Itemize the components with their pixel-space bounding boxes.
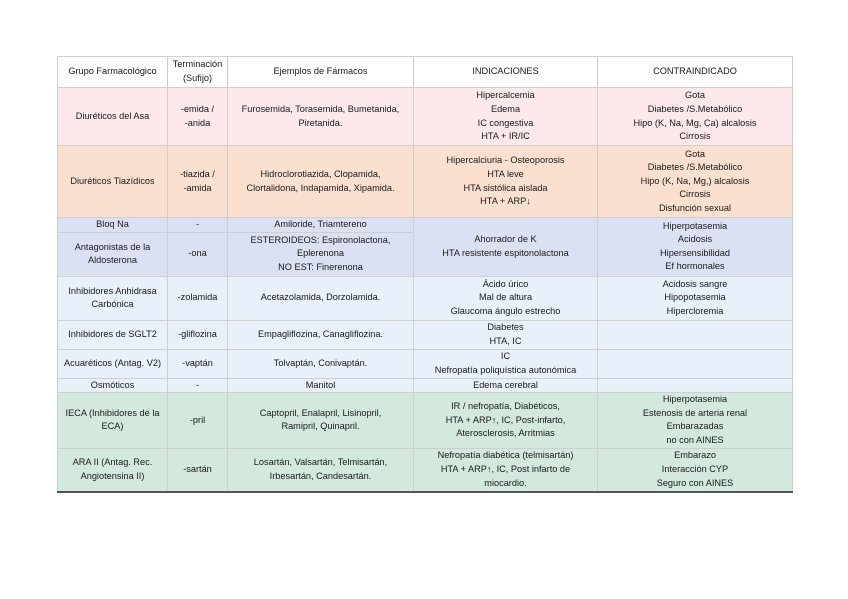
cell-indications-line: Ácido úrico bbox=[482, 278, 529, 289]
cell-examples bbox=[228, 320, 414, 349]
cell-suffix bbox=[168, 320, 228, 349]
cell-examples bbox=[228, 218, 414, 233]
cell-indications-line: Hipercalciuria - Osteoporosis bbox=[446, 155, 565, 166]
header-suffix: Terminación (Sufijo) bbox=[168, 57, 228, 88]
cell-contraindications bbox=[598, 393, 793, 448]
cell-indications bbox=[414, 448, 598, 492]
cell-contraindications-line: Gota bbox=[685, 148, 705, 159]
cell-contraindications-line: Hipo (K, Na, Mg, Ca) alcalosis bbox=[633, 117, 757, 128]
cell-indications-line: HTA + ARP↑, IC, Post infarto de bbox=[440, 464, 571, 475]
cell-suffix-line: - bbox=[195, 379, 200, 390]
cell-suffix-line: - bbox=[195, 219, 200, 229]
cell-indications-line: miocardio. bbox=[484, 477, 527, 488]
cell-examples-line: Captopril, Enalapril, Lisinopril, bbox=[259, 407, 382, 418]
cell-suffix-line: -amida bbox=[183, 182, 212, 193]
cell-group: IECA (Inhibidores de la ECA) bbox=[58, 393, 168, 448]
cell-examples bbox=[228, 393, 414, 448]
table-row bbox=[58, 320, 793, 349]
cell-contraindications-line: Estenosis de arteria renal bbox=[642, 407, 748, 418]
cell-group: Bloq Na bbox=[58, 218, 168, 233]
cell-suffix-line: -sartán bbox=[183, 464, 212, 475]
cell-contraindications bbox=[598, 146, 793, 218]
cell-indications-line: Edema bbox=[490, 103, 521, 114]
cell-indications-line: HTA sistólica aislada bbox=[463, 182, 548, 193]
cell-suffix bbox=[168, 378, 228, 393]
cell-indications bbox=[414, 320, 598, 349]
cell-suffix bbox=[168, 218, 228, 233]
table-body bbox=[58, 88, 793, 493]
cell-contraindications-line: Acidosis bbox=[677, 234, 713, 245]
cell-examples-line: Amiloride, Triamtereno bbox=[274, 219, 367, 229]
cell-indications-line: Nefropatía poliquística autonómica bbox=[434, 364, 577, 375]
cell-indications-line: HTA + IR/IC bbox=[481, 131, 530, 142]
cell-indications bbox=[414, 146, 598, 218]
cell-indications-line: Diabetes bbox=[487, 322, 524, 332]
cell-indications-line: Ahorrador de K bbox=[474, 234, 537, 245]
cell-contraindications bbox=[598, 448, 793, 492]
cell-suffix bbox=[168, 393, 228, 448]
cell-indications-line: HTA, IC bbox=[489, 335, 522, 346]
cell-suffix-line: -anida bbox=[184, 117, 211, 128]
cell-examples bbox=[228, 232, 414, 276]
cell-suffix bbox=[168, 146, 228, 218]
cell-indications-line: IC congestiva bbox=[477, 117, 534, 128]
cell-examples-line: Empagliflozina, Canagliflozina. bbox=[257, 328, 384, 339]
cell-group: Acuaréticos (Antag. V2) bbox=[58, 349, 168, 378]
cell-examples-line: Furosemida, Torasemida, Bumetanida, bbox=[241, 103, 400, 114]
cell-contraindications-line: Hipersensibilidad bbox=[660, 247, 730, 258]
cell-group: Diuréticos del Asa bbox=[58, 88, 168, 146]
cell-examples bbox=[228, 448, 414, 492]
cell-group: Osmóticos bbox=[58, 378, 168, 393]
cell-suffix bbox=[168, 448, 228, 492]
header-row bbox=[58, 57, 793, 88]
cell-contraindications-line: Ef hormonales bbox=[665, 261, 725, 272]
cell-group: Inhibidores de SGLT2 bbox=[58, 320, 168, 349]
cell-indications-line: Hipercalcemia bbox=[476, 90, 535, 101]
cell-suffix bbox=[168, 232, 228, 276]
cell-suffix-line: -zolamida bbox=[177, 292, 218, 303]
drug-table bbox=[57, 56, 793, 493]
cell-contraindications bbox=[598, 88, 793, 146]
cell-suffix-line: -vaptán bbox=[182, 357, 213, 368]
cell-indications-line: IC bbox=[500, 351, 511, 361]
header-contraindications: CONTRAINDICADO bbox=[598, 57, 793, 88]
cell-contraindications-line: Acidosis sangre bbox=[662, 278, 728, 289]
cell-indications bbox=[414, 349, 598, 378]
cell-suffix bbox=[168, 349, 228, 378]
cell-contraindications bbox=[598, 276, 793, 320]
cell-contraindications bbox=[598, 218, 793, 277]
table-row bbox=[58, 146, 793, 218]
cell-indications bbox=[414, 378, 598, 393]
table-row bbox=[58, 393, 793, 448]
header-indications: INDICACIONES bbox=[414, 57, 598, 88]
cell-group: Inhibidores Anhidrasa Carbónica bbox=[58, 276, 168, 320]
cell-contraindications-line: Hipopotasemia bbox=[664, 292, 726, 303]
cell-suffix-line: -pril bbox=[189, 414, 206, 425]
cell-suffix bbox=[168, 276, 228, 320]
cell-indications-line: Edema cerebral bbox=[473, 379, 538, 390]
cell-contraindications-line: Gota bbox=[685, 90, 705, 101]
cell-contraindications-line: Embarazo bbox=[674, 450, 716, 461]
cell-examples bbox=[228, 88, 414, 146]
cell-indications-line: HTA leve bbox=[487, 168, 524, 179]
cell-indications-line: Aterosclerosis, Arritmias bbox=[456, 428, 555, 439]
cell-contraindications-line: Embarazadas bbox=[666, 421, 724, 432]
table-row bbox=[58, 218, 793, 233]
cell-contraindications-line: Disfunción sexual bbox=[658, 202, 731, 213]
cell-indications-line: Mal de altura bbox=[478, 292, 533, 303]
cell-suffix-line: -tiazida / bbox=[180, 168, 215, 179]
table-row bbox=[58, 378, 793, 393]
cell-indications-line: HTA + ARP↓ bbox=[480, 196, 531, 207]
cell-suffix-line: -emida / bbox=[180, 103, 215, 114]
cell-indications-line: Glaucoma ángulo estrecho bbox=[450, 305, 561, 316]
cell-contraindications-line: Diabetes /S.Metabólico bbox=[647, 103, 743, 114]
cell-examples-line: Eplerenona bbox=[297, 248, 344, 259]
cell-indications-line: IR / nefropatía, Diabéticos, bbox=[451, 400, 560, 411]
cell-examples-line: Tolvaptán, Conivaptán. bbox=[273, 357, 368, 368]
table-row bbox=[58, 88, 793, 146]
cell-examples bbox=[228, 378, 414, 393]
cell-examples-line: Losartán, Valsartán, Telmisartán, bbox=[253, 457, 388, 468]
cell-contraindications-line: Interacción CYP bbox=[661, 464, 729, 475]
table-row bbox=[58, 276, 793, 320]
cell-examples-line: Ramipril, Quinapril. bbox=[281, 421, 360, 432]
cell-contraindications-line: Hipo (K, Na, Mg,) alcalosis bbox=[640, 175, 750, 186]
cell-examples-line: NO EST: Finerenona bbox=[278, 261, 363, 272]
cell-indications-line: HTA + ARP↑, IC, Post-infarto, bbox=[445, 414, 566, 425]
cell-suffix-line: -gliflozina bbox=[178, 328, 217, 339]
cell-indications bbox=[414, 276, 598, 320]
cell-indications bbox=[414, 393, 598, 448]
cell-contraindications-line: Hiperpotasemia bbox=[662, 220, 728, 231]
cell-contraindications-line: Diabetes /S.Metabólico bbox=[647, 162, 743, 173]
cell-examples bbox=[228, 146, 414, 218]
table-row bbox=[58, 448, 793, 492]
header-group: Grupo Farmacológico bbox=[58, 57, 168, 88]
table-row bbox=[58, 349, 793, 378]
cell-examples-line: ESTEROIDEOS: Espironolactona, bbox=[250, 234, 391, 245]
cell-contraindications-line: Cirrosis bbox=[679, 189, 711, 200]
cell-examples-line: Manitol bbox=[305, 379, 336, 390]
cell-contraindications-line: Cirrosis bbox=[679, 131, 711, 142]
cell-contraindications bbox=[598, 378, 793, 393]
cell-examples bbox=[228, 349, 414, 378]
cell-group: Diuréticos Tiazídicos bbox=[58, 146, 168, 218]
cell-group: Antagonistas de la Aldosterona bbox=[58, 232, 168, 276]
cell-indications-line: Nefropatía diabética (telmisartán) bbox=[437, 450, 574, 461]
cell-contraindications-line: Seguro con AINES bbox=[656, 477, 734, 488]
cell-examples-line: Hidroclorotiazida, Clopamida, bbox=[260, 168, 381, 179]
cell-contraindications-line: no con AINES bbox=[666, 434, 724, 445]
header-examples: Ejemplos de Fármacos bbox=[228, 57, 414, 88]
cell-contraindications-line: Hiperpotasemia bbox=[662, 394, 728, 405]
cell-contraindications bbox=[598, 349, 793, 378]
cell-indications-line: HTA resistente espitonolactona bbox=[442, 247, 569, 258]
cell-suffix bbox=[168, 88, 228, 146]
table-header bbox=[58, 57, 793, 88]
cell-contraindications-line: Hipercloremia bbox=[666, 305, 724, 316]
cell-indications bbox=[414, 88, 598, 146]
cell-contraindications bbox=[598, 320, 793, 349]
cell-suffix-line: -ona bbox=[188, 248, 207, 259]
cell-examples-line: Clortalidona, Indapamida, Xipamida. bbox=[246, 182, 395, 193]
cell-group: ARA II (Antag. Rec. Angiotensina II) bbox=[58, 448, 168, 492]
cell-examples bbox=[228, 276, 414, 320]
cell-indications bbox=[414, 218, 598, 277]
cell-examples-line: Acetazolamida, Dorzolamida. bbox=[260, 292, 381, 303]
cell-examples-line: Piretanida. bbox=[298, 117, 343, 128]
cell-examples-line: Irbesartán, Candesartán. bbox=[269, 470, 372, 481]
